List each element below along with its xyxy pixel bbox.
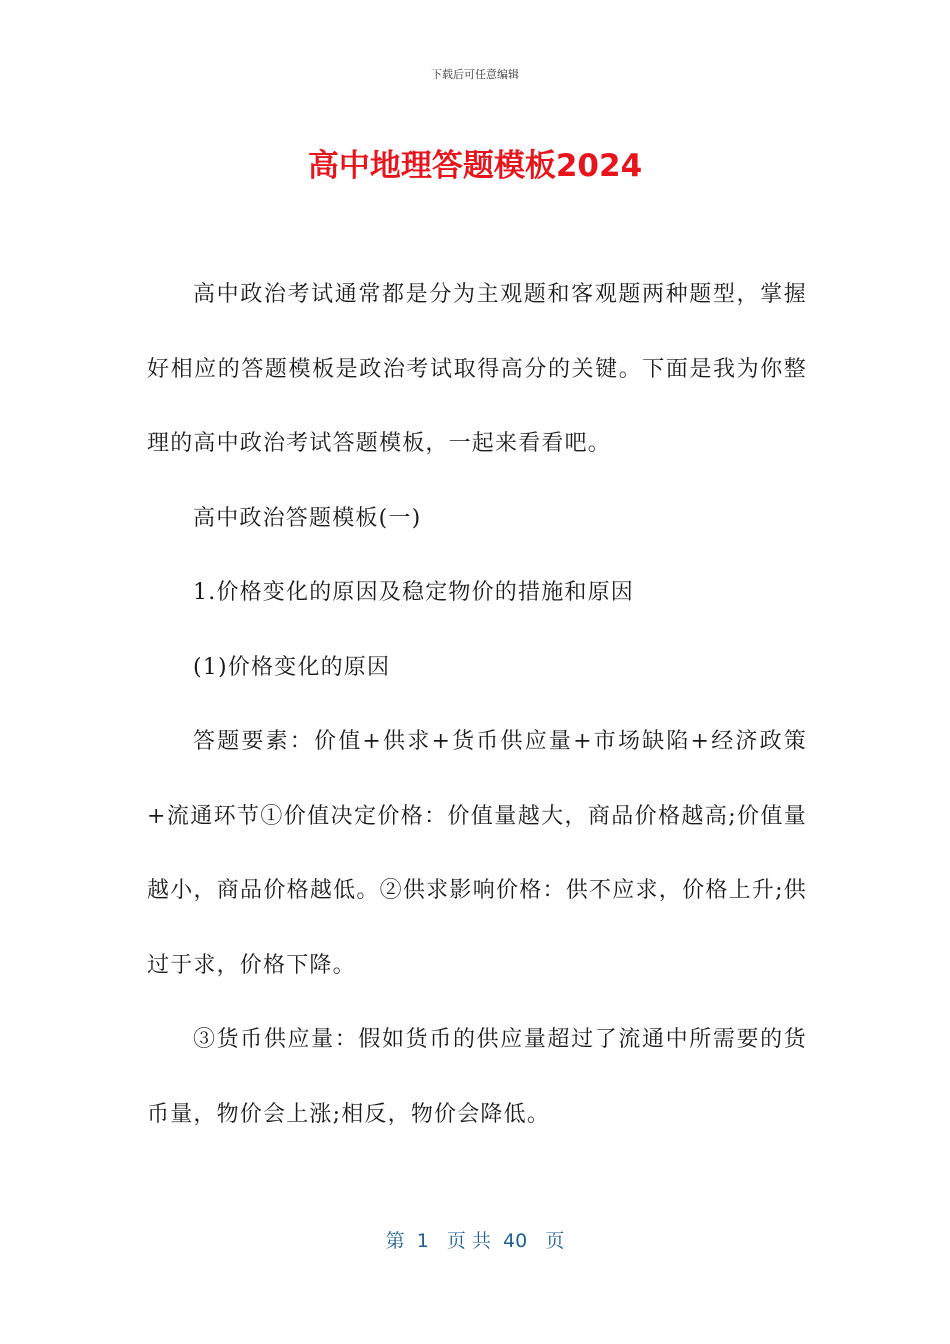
paragraph-section-heading: 高中政治答题模板(一) (193, 505, 422, 531)
document-body (147, 258, 807, 1152)
header-note: 下载后可任意编辑 (431, 68, 519, 81)
document-title: 高中地理答题模板2024 (307, 148, 643, 184)
paragraph-intro: 高中政治考试通常都是分为主观题和客观题两种题型，掌握好相应的答题模板是政治考试取得高分的关键。下面是我为你整理的高中政治考试答题模板，一起来看看吧。 (147, 282, 807, 456)
paragraph-answer-elements: 答题要素：价值+供求+货币供应量+市场缺陷+经济政策+流通环节①价值决定价格：价值量越大，商品价格越高;价值量越小，商品价格越低。②供求影响价格：供不应求，价格上升;供过于求，价格下降。 (147, 729, 807, 978)
page-footer: 第 1 页 共 40 页 (385, 1230, 565, 1252)
paragraph-money-supply: ③货币供应量：假如货币的供应量超过了流通中所需要的货币量，物价会上涨;相反，物价会降低。 (147, 1027, 807, 1127)
paragraph-item-1: 1.价格变化的原因及稳定物价的措施和原因 (193, 580, 634, 605)
paragraph-subitem-1: (1)价格变化的原因 (193, 654, 391, 680)
